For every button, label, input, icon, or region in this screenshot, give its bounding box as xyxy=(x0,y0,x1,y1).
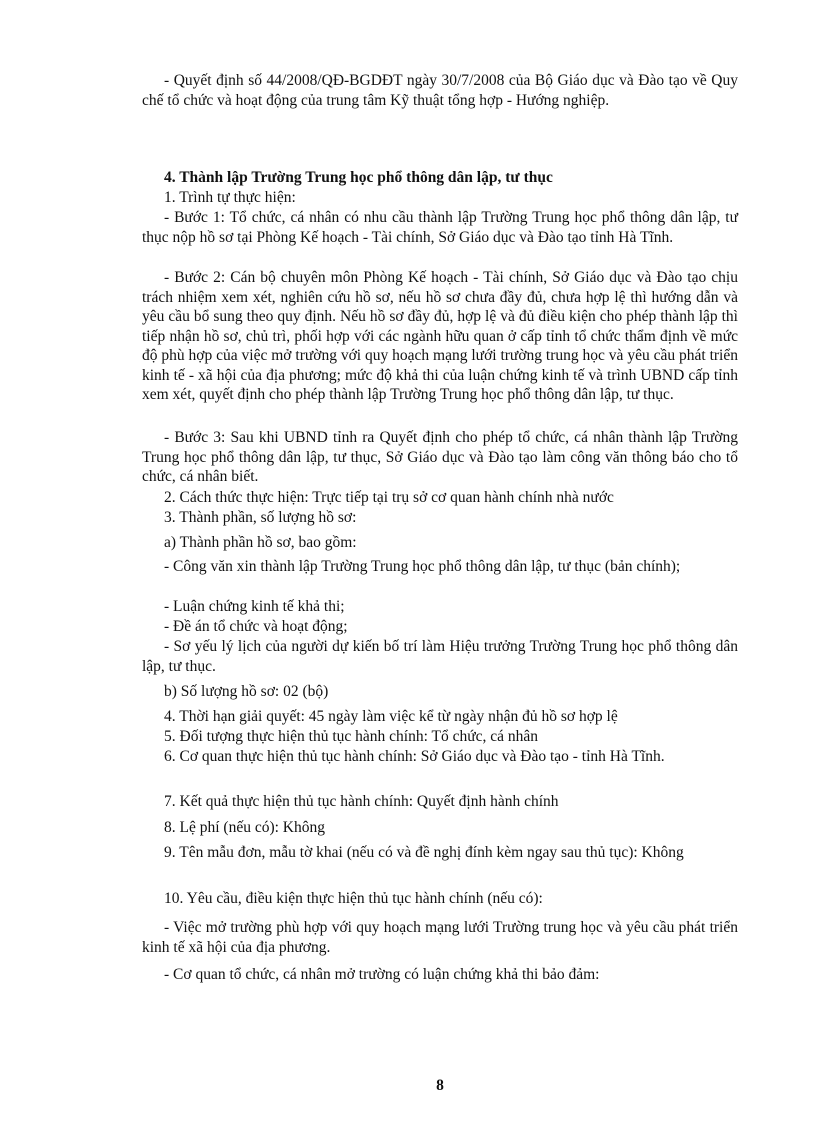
paragraph-decision-reference: - Quyết định số 44/2008/QĐ-BGDĐT ngày 30/7/2008 của Bộ Giáo dục và Đào tạo về Quy chế tổ chức và hoạt động của trung tâm Kỹ thuật tổng hợp - Hướng nghiệp. xyxy=(142,72,738,109)
paragraph-step-3: - Bước 3: Sau khi UBND tỉnh ra Quyết định cho phép tổ chức, cá nhân thành lập Trường Trung học phổ thông dân lập, tư thục, Sở Giáo dục và Đào tạo làm công văn thông báo cho tổ chức, cá nhân biết. xyxy=(142,429,738,485)
paragraph-dossier-quantity: b) Số lượng hồ sơ: 02 (bộ) xyxy=(164,683,329,700)
page-number: 8 xyxy=(436,1077,444,1094)
paragraph-item-official-letter: - Công văn xin thành lập Trường Trung học phổ thông dân lập, tư thục (bản chính); xyxy=(164,558,681,575)
paragraph-requirement-planning: - Việc mở trường phù hợp với quy hoạch mạng lưới Trường trung học và yêu cầu phát triển kinh tế xã hội của địa phương. xyxy=(142,919,738,956)
paragraph-item-feasibility: - Luận chứng kinh tế khả thi; xyxy=(164,598,345,615)
paragraph-requirements: 10. Yêu cầu, điều kiện thực hiện thủ tục hành chính (nếu có): xyxy=(164,890,543,907)
paragraph-result: 7. Kết quả thực hiện thủ tục hành chính: Quyết định hành chính xyxy=(164,793,559,810)
section-heading: 4. Thành lập Trường Trung học phổ thông dân lập, tư thục xyxy=(164,169,553,186)
paragraph-dossier-title: 3. Thành phần, số lượng hồ sơ: xyxy=(164,509,357,526)
paragraph-dossier-components: a) Thành phần hồ sơ, bao gồm: xyxy=(164,534,357,551)
paragraph-subjects: 5. Đối tượng thực hiện thủ tục hành chính: Tổ chức, cá nhân xyxy=(164,728,539,745)
paragraph-procedure-title: 1. Trình tự thực hiện: xyxy=(164,189,296,206)
paragraph-agency: 6. Cơ quan thực hiện thủ tục hành chính: Sở Giáo dục và Đào tạo - tỉnh Hà Tĩnh. xyxy=(164,748,665,765)
paragraph-item-cv: - Sơ yếu lý lịch của người dự kiến bố trí làm Hiệu trưởng Trường Trung học phổ thông dân lập, tư thục. xyxy=(142,638,738,675)
paragraph-item-scheme: - Đề án tổ chức và hoạt động; xyxy=(164,618,348,635)
paragraph-time-limit: 4. Thời hạn giải quyết: 45 ngày làm việc kể từ ngày nhận đủ hồ sơ hợp lệ xyxy=(164,708,618,725)
document-page xyxy=(142,0,738,1123)
paragraph-step-1: - Bước 1: Tổ chức, cá nhân có nhu cầu thành lập Trường Trung học phổ thông dân lập, tư thục nộp hồ sơ tại Phòng Kế hoạch - Tài chính, Sở Giáo dục và Đào tạo tỉnh Hà Tĩnh. xyxy=(142,209,738,246)
paragraph-step-2: - Bước 2: Cán bộ chuyên môn Phòng Kế hoạch - Tài chính, Sở Giáo dục và Đào tạo chịu trách nhiệm xem xét, nghiên cứu hồ sơ, nếu hồ sơ chưa đầy đủ, chưa hợp lệ thì hướng dẫn và yêu cầu bổ sung theo quy định. Nếu hồ sơ đầy đủ, hợp lệ và đủ điều kiện cho phép thành lập thì tiếp nhận hồ sơ, chủ trì, phối hợp với các ngành hữu quan ở cấp tỉnh tổ chức thẩm định về mức độ phù hợp của việc mở trường với quy hoạch mạng lưới trường trung học và yêu cầu phát triển kinh tế - xã hội của địa phương; mức độ khả thi của luận chứng kinh tế và trình UBND cấp tỉnh xem xét, quyết định cho phép thành lập Trường Trung học phổ thông dân lập, tư thục. xyxy=(142,269,738,403)
paragraph-fee: 8. Lệ phí (nếu có): Không xyxy=(164,819,325,836)
paragraph-requirement-feasibility: - Cơ quan tổ chức, cá nhân mở trường có luận chứng khả thi bảo đảm: xyxy=(164,966,600,983)
paragraph-form-names: 9. Tên mẫu đơn, mẫu tờ khai (nếu có và đề nghị đính kèm ngay sau thủ tục): Không xyxy=(164,844,684,861)
paragraph-method: 2. Cách thức thực hiện: Trực tiếp tại trụ sở cơ quan hành chính nhà nước xyxy=(164,489,614,506)
